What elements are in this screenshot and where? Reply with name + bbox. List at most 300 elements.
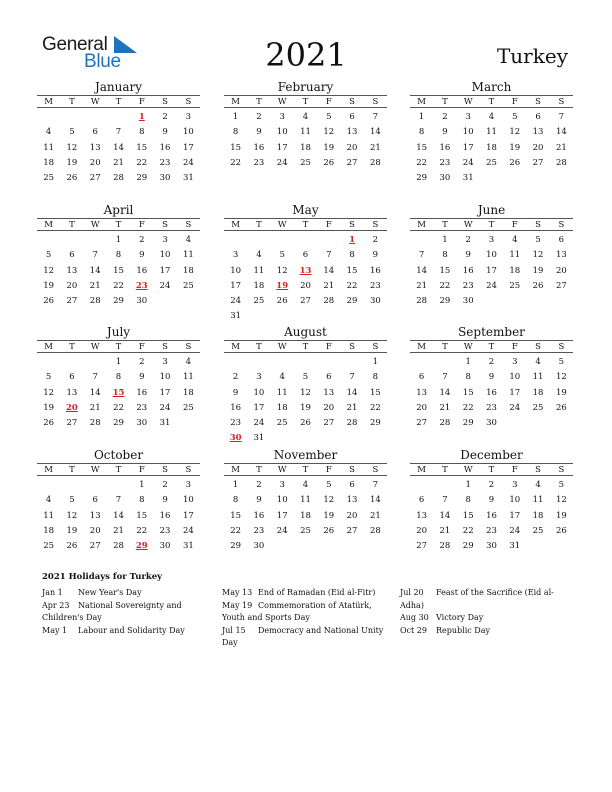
day-cell: 15 — [136, 142, 148, 153]
month-july — [37, 325, 200, 431]
weekday-label: S — [535, 342, 541, 352]
weekday-label: F — [511, 465, 518, 475]
day-cell: 16 — [439, 142, 451, 153]
day-cell: 12 — [276, 265, 288, 276]
day-cell: 7 — [92, 250, 98, 261]
day-cell: 7 — [372, 480, 379, 490]
empty-cell — [60, 233, 83, 248]
empty-cell — [247, 355, 270, 370]
holiday-date: May 19 — [222, 600, 253, 610]
day-cell: 23 — [253, 157, 265, 168]
weekday-label: S — [162, 342, 168, 352]
weekday-label: W — [277, 342, 287, 352]
empty-cell — [60, 355, 83, 370]
day-cell: 21 — [89, 280, 101, 291]
day-cell: 8 — [465, 372, 471, 383]
holiday-day: 20 — [66, 402, 78, 413]
day-cell: 27 — [89, 541, 101, 552]
empty-cell — [107, 478, 130, 493]
weekday-label: T — [488, 465, 495, 475]
day-cell: 13 — [66, 387, 78, 398]
holiday-name: Feast of the Sacrifice (Eid al-Adha) — [400, 588, 554, 610]
day-cell: 18 — [182, 265, 194, 276]
holiday-item — [42, 625, 202, 638]
month-april — [37, 203, 200, 309]
weekday-label: T — [488, 97, 495, 107]
day-cell: 28 — [439, 541, 451, 552]
weekday-label: S — [535, 465, 541, 475]
day-cell: 29 — [136, 173, 148, 184]
day-cell: 23 — [462, 280, 474, 291]
day-cell: 28 — [346, 418, 358, 429]
day-cell: 19 — [43, 280, 55, 291]
day-cell: 11 — [300, 127, 311, 138]
day-cell: 5 — [558, 357, 565, 367]
month-december — [410, 448, 573, 554]
weekday-label: W — [277, 97, 287, 107]
day-cell: 6 — [302, 250, 309, 261]
day-cell: 4 — [302, 480, 309, 490]
empty-cell — [84, 355, 107, 370]
day-cell: 22 — [113, 402, 124, 413]
month-name: December — [460, 448, 523, 462]
day-cell: 26 — [555, 402, 567, 413]
weekday-label: T — [302, 465, 309, 475]
day-cell: 21 — [323, 280, 335, 291]
day-cell: 14 — [439, 387, 451, 398]
day-cell: 26 — [43, 418, 55, 429]
day-cell: 17 — [159, 387, 171, 398]
day-cell: 9 — [442, 127, 448, 138]
day-cell: 28 — [89, 296, 101, 307]
day-cell: 24 — [509, 402, 521, 413]
day-cell: 18 — [43, 157, 55, 168]
day-cell: 7 — [115, 127, 122, 138]
day-cell: 19 — [323, 510, 335, 521]
holiday-day: 30 — [229, 433, 242, 444]
day-cell: 20 — [89, 157, 101, 168]
weekday-label: T — [69, 97, 75, 107]
day-grid — [410, 353, 573, 431]
day-cell: 1 — [442, 235, 448, 245]
weekday-label: T — [69, 465, 75, 475]
day-grid — [37, 108, 200, 186]
month-name: November — [273, 448, 338, 462]
day-cell: 22 — [136, 525, 148, 536]
day-cell: 29 — [416, 173, 428, 184]
day-cell: 27 — [300, 296, 311, 307]
day-cell: 25 — [253, 296, 265, 307]
weekday-label: S — [162, 220, 168, 230]
day-cell: 8 — [418, 127, 425, 138]
day-cell: 24 — [276, 525, 288, 536]
day-cell: 29 — [113, 296, 124, 307]
day-cell: 25 — [276, 418, 288, 429]
day-cell: 10 — [486, 250, 497, 261]
day-cell: 7 — [418, 250, 425, 261]
weekday-label: S — [185, 220, 192, 230]
weekday-label: M — [44, 342, 53, 352]
holiday-item — [400, 625, 565, 638]
empty-cell — [271, 355, 294, 370]
day-cell: 8 — [232, 495, 239, 506]
weekday-header — [37, 463, 200, 476]
holiday-item — [222, 600, 387, 625]
day-cell: 19 — [300, 402, 311, 413]
day-cell: 6 — [92, 127, 98, 138]
day-cell: 21 — [439, 525, 451, 536]
holiday-date: Jan 1 — [42, 588, 63, 597]
empty-cell — [37, 233, 60, 248]
day-cell: 26 — [43, 296, 55, 307]
day-cell: 8 — [232, 127, 239, 138]
holiday-column-3 — [400, 587, 565, 637]
day-cell: 9 — [372, 250, 379, 261]
month-name: May — [292, 203, 319, 217]
weekday-label: S — [372, 342, 379, 352]
day-cell: 3 — [185, 480, 192, 490]
weekday-label: T — [442, 97, 448, 107]
day-cell: 11 — [486, 127, 497, 138]
day-cell: 11 — [532, 372, 544, 383]
weekday-header — [410, 463, 573, 476]
weekday-label: S — [349, 465, 355, 475]
weekday-label: W — [463, 342, 473, 352]
weekday-label: T — [256, 465, 262, 475]
holiday-date: May 13 — [222, 588, 253, 597]
day-cell: 4 — [488, 112, 495, 122]
weekday-label: S — [558, 220, 565, 230]
empty-cell — [37, 110, 60, 125]
day-cell: 16 — [159, 510, 171, 521]
day-cell: 19 — [43, 402, 55, 413]
day-cell: 7 — [442, 495, 448, 506]
empty-cell — [224, 355, 247, 370]
weekday-label: T — [115, 342, 122, 352]
empty-cell — [294, 233, 317, 248]
day-cell: 17 — [182, 142, 194, 153]
day-cell: 7 — [372, 112, 379, 122]
day-cell: 6 — [535, 112, 541, 122]
empty-cell — [247, 233, 270, 248]
empty-cell — [224, 233, 247, 248]
weekday-label: F — [325, 97, 332, 107]
day-cell: 31 — [230, 311, 242, 322]
day-cell: 11 — [43, 510, 55, 521]
day-cell: 21 — [89, 402, 101, 413]
day-cell: 6 — [349, 112, 355, 122]
day-cell: 23 — [486, 402, 497, 413]
day-cell: 24 — [230, 296, 242, 307]
day-cell: 5 — [558, 480, 565, 490]
weekday-label: F — [138, 97, 145, 107]
day-cell: 10 — [230, 265, 242, 276]
day-cell: 14 — [369, 127, 381, 138]
month-name: February — [277, 80, 334, 94]
day-cell: 24 — [182, 157, 194, 168]
day-cell: 8 — [139, 127, 145, 138]
month-june — [410, 203, 573, 309]
weekday-header — [224, 218, 387, 231]
weekday-label: T — [69, 342, 75, 352]
month-name: September — [458, 325, 525, 339]
day-cell: 19 — [66, 525, 78, 536]
empty-cell — [37, 355, 60, 370]
day-cell: 23 — [253, 525, 265, 536]
holiday-name: Republic Day — [436, 625, 490, 635]
day-cell: 9 — [162, 127, 168, 138]
day-cell: 7 — [115, 495, 122, 506]
weekday-label: M — [417, 465, 426, 475]
day-cell: 3 — [512, 480, 518, 490]
weekday-header — [410, 218, 573, 231]
day-cell: 9 — [232, 387, 239, 398]
weekday-label: S — [185, 97, 192, 107]
holiday-name: Labour and Solidarity Day — [78, 625, 185, 635]
day-cell: 3 — [232, 250, 239, 261]
day-cell: 1 — [115, 235, 122, 245]
holiday-day: 13 — [299, 265, 312, 276]
day-cell: 10 — [159, 372, 171, 383]
day-cell: 10 — [182, 495, 194, 506]
day-grid — [37, 353, 200, 431]
day-cell: 11 — [253, 265, 265, 276]
day-cell: 30 — [486, 418, 497, 429]
day-cell: 26 — [532, 280, 544, 291]
empty-cell — [37, 478, 60, 493]
day-cell: 17 — [486, 265, 497, 276]
day-cell: 29 — [439, 296, 451, 307]
day-cell: 28 — [113, 173, 124, 184]
day-cell: 22 — [462, 525, 474, 536]
day-cell: 23 — [486, 525, 497, 536]
day-cell: 5 — [69, 495, 75, 506]
day-cell: 14 — [113, 510, 124, 521]
day-cell: 3 — [162, 357, 168, 367]
weekday-label: T — [69, 220, 75, 230]
holiday-column-2 — [222, 587, 387, 650]
day-cell: 2 — [162, 480, 168, 490]
day-cell: 8 — [349, 250, 355, 261]
day-cell: 2 — [488, 480, 495, 490]
weekday-label: S — [372, 465, 379, 475]
day-cell: 13 — [555, 250, 567, 261]
empty-cell — [410, 233, 433, 248]
weekday-label: S — [349, 220, 355, 230]
day-cell: 19 — [555, 510, 567, 521]
month-name: March — [471, 80, 512, 94]
day-cell: 28 — [439, 418, 451, 429]
empty-cell — [107, 110, 130, 125]
day-cell: 9 — [139, 372, 145, 383]
day-grid — [37, 231, 200, 309]
day-cell: 23 — [369, 280, 381, 291]
day-cell: 19 — [66, 157, 78, 168]
weekday-label: W — [90, 97, 100, 107]
day-cell: 12 — [323, 495, 335, 506]
weekday-label: W — [463, 465, 473, 475]
day-cell: 22 — [416, 157, 428, 168]
day-cell: 8 — [115, 372, 122, 383]
day-cell: 18 — [532, 387, 544, 398]
day-cell: 20 — [323, 402, 335, 413]
day-cell: 27 — [532, 157, 544, 168]
weekday-label: T — [442, 342, 448, 352]
day-cell: 6 — [69, 372, 75, 383]
day-cell: 28 — [369, 157, 381, 168]
day-cell: 16 — [136, 265, 148, 276]
day-cell: 30 — [486, 541, 497, 552]
day-cell: 30 — [439, 173, 451, 184]
month-name: August — [284, 325, 327, 339]
day-cell: 22 — [439, 280, 451, 291]
day-cell: 4 — [45, 495, 52, 506]
day-cell: 29 — [113, 418, 124, 429]
empty-cell — [271, 233, 294, 248]
day-cell: 25 — [300, 525, 311, 536]
day-cell: 21 — [346, 402, 358, 413]
day-cell: 30 — [369, 296, 381, 307]
weekday-header — [37, 340, 200, 353]
weekday-label: M — [417, 97, 426, 107]
day-cell: 15 — [439, 265, 451, 276]
weekday-header — [224, 340, 387, 353]
day-cell: 10 — [159, 250, 171, 261]
day-cell: 6 — [326, 372, 332, 383]
day-cell: 11 — [43, 142, 55, 153]
day-cell: 2 — [232, 372, 239, 383]
day-cell: 2 — [162, 112, 168, 122]
weekday-label: S — [372, 97, 379, 107]
day-cell: 2 — [139, 357, 145, 367]
month-name: January — [94, 80, 143, 94]
day-cell: 17 — [159, 265, 171, 276]
day-cell: 1 — [465, 357, 471, 367]
day-cell: 8 — [372, 372, 379, 383]
day-cell: 10 — [253, 387, 265, 398]
holiday-date: Oct 29 — [400, 625, 427, 635]
holiday-list — [42, 572, 582, 648]
day-cell: 24 — [509, 525, 521, 536]
day-cell: 4 — [185, 235, 192, 245]
day-cell: 18 — [300, 142, 311, 153]
day-cell: 27 — [66, 296, 78, 307]
weekday-label: S — [349, 342, 355, 352]
weekday-label: W — [463, 220, 473, 230]
day-cell: 8 — [115, 250, 122, 261]
holiday-date: Aug 30 — [400, 613, 429, 623]
holiday-name: Democracy and National Unity Day — [222, 625, 384, 648]
holiday-item — [400, 612, 565, 625]
day-cell: 23 — [230, 418, 242, 429]
day-cell: 28 — [89, 418, 101, 429]
day-cell: 1 — [418, 112, 425, 122]
holiday-item — [42, 600, 202, 625]
day-cell: 8 — [465, 495, 471, 506]
weekday-label: W — [90, 465, 100, 475]
day-grid — [410, 108, 573, 186]
holiday-item — [222, 587, 387, 600]
holiday-day: 29 — [135, 541, 148, 552]
holiday-day: 15 — [112, 387, 125, 398]
day-cell: 26 — [555, 525, 567, 536]
day-cell: 30 — [136, 296, 148, 307]
day-cell: 16 — [253, 142, 265, 153]
day-cell: 18 — [43, 525, 55, 536]
holiday-day: 1 — [349, 235, 356, 245]
day-cell: 29 — [369, 418, 381, 429]
day-cell: 27 — [346, 157, 358, 168]
day-cell: 20 — [416, 402, 428, 413]
day-cell: 4 — [535, 480, 541, 490]
day-cell: 27 — [346, 525, 358, 536]
day-cell: 10 — [182, 127, 194, 138]
day-cell: 24 — [462, 157, 474, 168]
weekday-label: F — [325, 465, 332, 475]
day-cell: 16 — [369, 265, 381, 276]
day-cell: 25 — [43, 541, 55, 552]
day-cell: 10 — [276, 127, 288, 138]
day-cell: 12 — [532, 250, 544, 261]
day-cell: 25 — [532, 402, 544, 413]
day-cell: 30 — [159, 541, 171, 552]
day-cell: 31 — [462, 173, 474, 184]
weekday-label: M — [44, 465, 53, 475]
weekday-label: S — [185, 342, 192, 352]
day-cell: 3 — [465, 112, 471, 122]
day-cell: 9 — [139, 250, 145, 261]
day-cell: 9 — [162, 495, 168, 506]
day-cell: 15 — [462, 510, 474, 521]
day-cell: 14 — [89, 387, 101, 398]
day-cell: 21 — [369, 142, 381, 153]
day-cell: 20 — [346, 142, 358, 153]
day-cell: 23 — [159, 525, 171, 536]
day-cell: 27 — [323, 418, 335, 429]
day-cell: 4 — [256, 250, 262, 261]
day-cell: 16 — [136, 387, 148, 398]
country-name: Turkey — [496, 44, 568, 68]
day-cell: 11 — [509, 250, 521, 261]
day-cell: 21 — [555, 142, 567, 153]
day-cell: 25 — [182, 402, 194, 413]
day-cell: 18 — [276, 402, 288, 413]
day-cell: 10 — [509, 372, 521, 383]
day-cell: 5 — [326, 112, 332, 122]
weekday-label: T — [302, 97, 309, 107]
weekday-label: S — [558, 97, 565, 107]
day-cell: 7 — [558, 112, 565, 122]
weekday-label: F — [325, 220, 332, 230]
day-cell: 2 — [465, 235, 471, 245]
weekday-label: T — [256, 342, 262, 352]
month-name: April — [103, 203, 134, 217]
weekday-label: F — [138, 220, 145, 230]
day-cell: 27 — [416, 418, 428, 429]
day-cell: 13 — [416, 387, 428, 398]
day-cell: 25 — [182, 280, 194, 291]
day-cell: 4 — [512, 235, 518, 245]
day-cell: 27 — [89, 173, 101, 184]
weekday-header — [410, 340, 573, 353]
weekday-label: S — [185, 465, 192, 475]
day-cell: 13 — [416, 510, 428, 521]
weekday-label: F — [138, 465, 145, 475]
day-cell: 13 — [323, 387, 335, 398]
holiday-date: Apr 23 — [42, 600, 70, 610]
day-cell: 13 — [66, 265, 78, 276]
weekday-label: T — [302, 220, 309, 230]
